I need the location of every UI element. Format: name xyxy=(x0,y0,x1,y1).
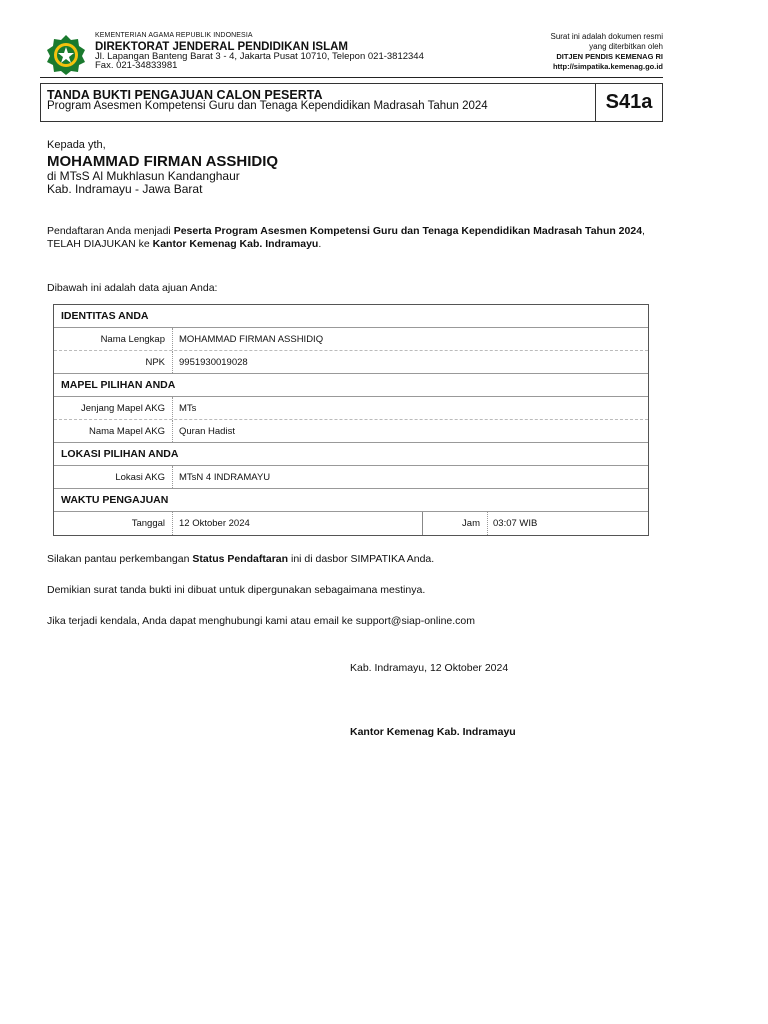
field-label: Jam xyxy=(423,512,488,535)
section-identity-header: IDENTITAS ANDA xyxy=(54,305,648,328)
address-line: Jl. Lapangan Banteng Barat 3 - 4, Jakarta Pusat 10710, Telepon 021-3812344 xyxy=(95,51,424,62)
date-value: 12 Oktober 2024 xyxy=(173,512,423,535)
note-line-2: yang diterbitkan oleh xyxy=(589,42,663,51)
table-row xyxy=(54,351,648,374)
time-value: 03:07 WIB xyxy=(493,518,538,529)
document-code: S41a xyxy=(595,84,662,121)
directorate-address xyxy=(95,52,424,70)
place-date: Kab. Indramayu, 12 Oktober 2024 xyxy=(350,662,509,674)
note-line-1: Surat ini adalah dokumen resmi xyxy=(550,32,663,41)
table-row xyxy=(54,466,648,489)
program-name: Peserta Program Asesmen Kompetensi Guru dan Tenaga Kependidikan Madrasah Tahun 2024 xyxy=(173,225,643,237)
table-row xyxy=(54,420,648,443)
status-prefix: Silakan pantau perkembangan xyxy=(47,553,193,565)
field-label: Lokasi AKG xyxy=(54,466,173,488)
recipient-region: Kab. Indramayu - Jawa Barat xyxy=(47,182,203,196)
recipient-school: di MTsS Al Mukhlasun Kandanghaur xyxy=(47,169,240,183)
field-label: Tanggal xyxy=(54,512,173,535)
registration-paragraph xyxy=(47,225,657,250)
status-label: Status Pendaftaran xyxy=(192,553,289,565)
submitted-suffix: . xyxy=(318,237,322,250)
document-title: TANDA BUKTI PENGAJUAN CALON PESERTA xyxy=(47,88,323,102)
full-name-value: MOHAMMAD FIRMAN ASSHIDIQ xyxy=(179,334,324,345)
issuer-name: DITJEN PENDIS KEMENAG RI xyxy=(556,52,663,61)
submitted-office: Kantor Kemenag Kab. Indramayu xyxy=(152,237,319,250)
section-mapel-header: MAPEL PILIHAN ANDA xyxy=(54,374,648,397)
document-title-box xyxy=(40,83,663,122)
field-label: Nama Mapel AKG xyxy=(54,420,173,442)
issuer-url: http://simpatika.kemenag.go.id xyxy=(552,62,663,71)
field-label: Nama Lengkap xyxy=(54,328,173,350)
field-label: Jenjang Mapel AKG xyxy=(54,397,173,419)
submitted-prefix: TELAH DIAJUKAN ke xyxy=(47,237,153,250)
field-label: NPK xyxy=(54,351,173,373)
recipient-name: MOHAMMAD FIRMAN ASSHIDIQ xyxy=(47,153,279,170)
submission-data-table xyxy=(53,304,649,536)
official-document-note xyxy=(550,32,663,72)
data-intro-text: Dibawah ini adalah data ajuan Anda: xyxy=(47,282,218,294)
mapel-value: Quran Hadist xyxy=(179,426,235,437)
ministry-name: KEMENTERIAN AGAMA REPUBLIK INDONESIA xyxy=(95,32,253,39)
header-divider xyxy=(40,77,663,78)
kemenag-logo-icon xyxy=(44,34,88,76)
status-suffix: ini di dasbor SIMPATIKA Anda. xyxy=(288,553,435,565)
greeting: Kepada yth, xyxy=(47,139,106,151)
jenjang-value: MTs xyxy=(179,403,197,414)
table-row xyxy=(54,512,648,535)
status-instruction xyxy=(47,553,434,566)
npk-value: 9951930019028 xyxy=(179,357,248,368)
registration-suffix: , xyxy=(642,225,645,237)
table-row xyxy=(54,397,648,420)
closing-statement: Demikian surat tanda bukti ini dibuat untuk dipergunakan sebagaimana mestinya. xyxy=(47,584,426,596)
section-location-header: LOKASI PILIHAN ANDA xyxy=(54,443,648,466)
document-subtitle: Program Asesmen Kompetensi Guru dan Tenaga Kependidikan Madrasah Tahun 2024 xyxy=(47,100,488,112)
section-time-header: WAKTU PENGAJUAN xyxy=(54,489,648,512)
table-row xyxy=(54,328,648,351)
location-value: MTsN 4 INDRAMAYU xyxy=(179,472,271,483)
fax-line: Fax. 021-34833981 xyxy=(95,60,178,71)
support-contact: Jika terjadi kendala, Anda dapat menghubungi kami atau email ke support@siap-online.com xyxy=(47,615,475,627)
registration-prefix: Pendaftaran Anda menjadi xyxy=(47,225,174,237)
signing-office: Kantor Kemenag Kab. Indramayu xyxy=(350,726,516,738)
directorate-name: DIREKTORAT JENDERAL PENDIDIKAN ISLAM xyxy=(95,41,349,53)
